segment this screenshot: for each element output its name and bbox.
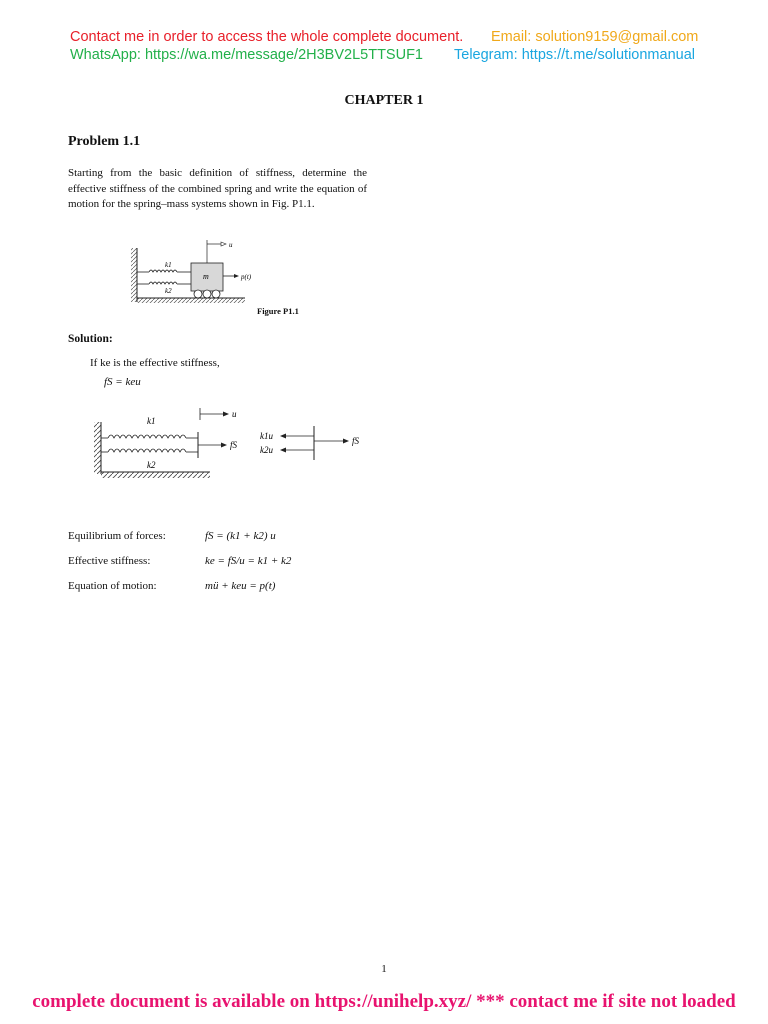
fbd-fs-label: fS xyxy=(230,440,238,450)
fig1-p-label: p(t) xyxy=(241,273,252,281)
equilibrium-equation: fS = (k1 + k2) u xyxy=(205,530,276,542)
fbd-fs-label-right: fS xyxy=(352,436,360,446)
figure-p1-1 xyxy=(125,236,310,308)
fig1-k2-label: k2 xyxy=(165,287,172,295)
fig1-mass-label: m xyxy=(203,272,209,281)
fbd-u-label: u xyxy=(232,409,237,419)
solution-intro: If ke is the effective stiffness, xyxy=(90,357,220,369)
effective-stiffness-equation: ke = fS/u = k1 + k2 xyxy=(205,555,292,567)
fig1-k1-label: k1 xyxy=(165,261,172,269)
definition-equation: fS = keu xyxy=(104,376,141,388)
whatsapp-link[interactable]: WhatsApp: https://wa.me/message/2H3BV2L5TTSUF1 xyxy=(70,47,423,63)
page-number: 1 xyxy=(381,963,387,975)
fbd-k2u-label: k2u xyxy=(260,445,273,455)
problem-title: Problem 1.1 xyxy=(68,134,141,149)
contact-text: Contact me in order to access the whole complete document. xyxy=(70,29,464,45)
problem-statement: Starting from the basic definition of stiffness, determine the effective stiffness of the combined spring and write the equation of motion for the spring–mass systems shown in Fig. P1.1. xyxy=(68,167,367,211)
telegram-link[interactable]: Telegram: https://t.me/solutionmanual xyxy=(454,47,695,63)
fig1-u-label: u xyxy=(229,241,233,249)
equilibrium-label: Equilibrium of forces: xyxy=(68,530,166,542)
effective-stiffness-label: Effective stiffness: xyxy=(68,555,151,567)
equation-of-motion: mü + keu = p(t) xyxy=(205,580,276,592)
fbd-k2-label: k2 xyxy=(147,460,156,470)
equation-of-motion-label: Equation of motion: xyxy=(68,580,157,592)
solution-heading: Solution: xyxy=(68,333,113,345)
fbd-k1-label: k1 xyxy=(147,416,156,426)
fbd-k1u-label: k1u xyxy=(260,431,273,441)
free-body-diagram xyxy=(92,404,372,484)
footer-banner[interactable]: complete document is available on https://unihelp.xyz/ *** contact me if site not loaded xyxy=(32,991,736,1012)
chapter-title: CHAPTER 1 xyxy=(344,93,424,108)
email-link[interactable]: Email: solution9159@gmail.com xyxy=(491,29,699,45)
figure-caption: Figure P1.1 xyxy=(257,306,299,316)
